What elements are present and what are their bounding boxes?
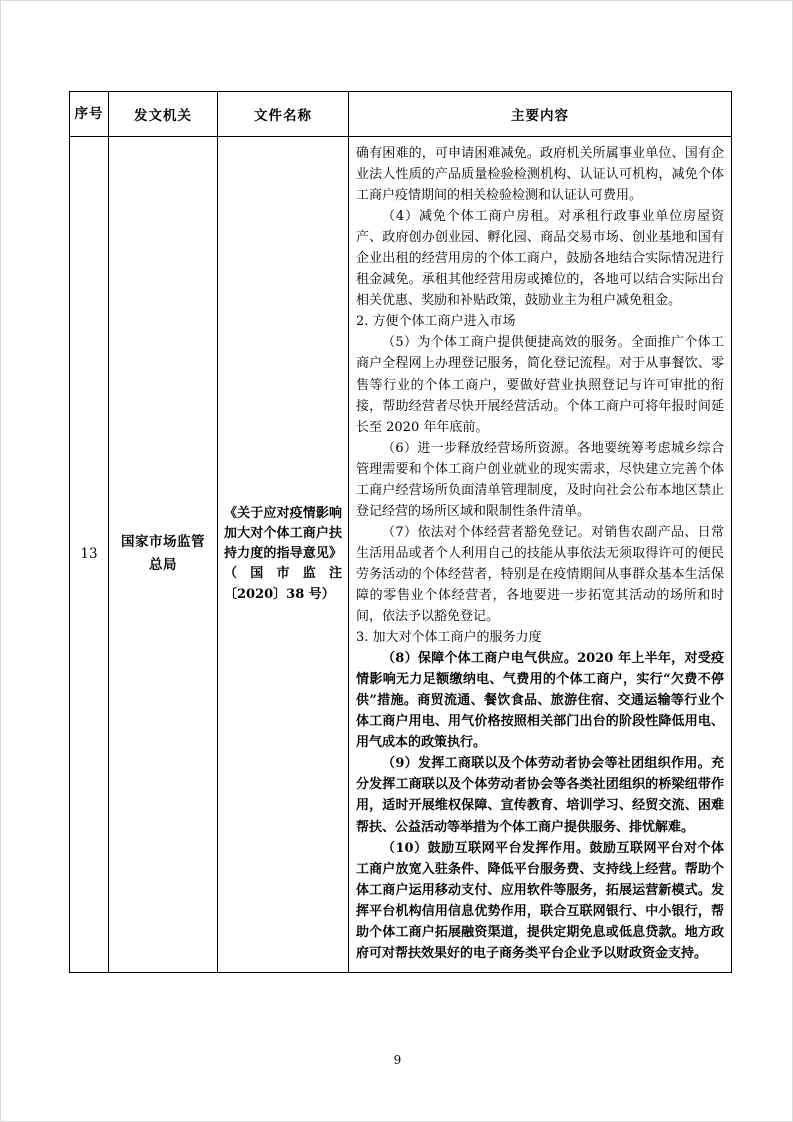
content-paragraph: 3. 加大对个体工商户的服务力度 bbox=[356, 630, 542, 646]
table-header-row bbox=[70, 92, 732, 137]
cell-organization: 国家市场监管总局 bbox=[109, 137, 218, 973]
column-header-sequence bbox=[70, 92, 109, 137]
table-header bbox=[70, 92, 732, 137]
content-paragraph-list bbox=[356, 143, 724, 964]
page-number: 9 bbox=[393, 1053, 402, 1067]
cell-main-content bbox=[349, 137, 732, 973]
cell-sequence: 13 bbox=[70, 137, 109, 973]
content-paragraph: （9）发挥工商联以及个体劳动者协会等社团组织作用。充分发挥工商联以及个体劳动者协会等各类社团组织的桥梁纽带作用，适时开展维权保障、宣传教育、培训学习、经贸交流、困难帮扶、公益活动等举措为个体工商户提供服务、排忧解难。 bbox=[356, 756, 724, 835]
policy-table bbox=[69, 91, 732, 973]
content-paragraph: （10）鼓励互联网平台发挥作用。鼓励互联网平台对个体工商户放宽入驻条件、降低平台服务费、支持线上经营。帮助个体工商户运用移动支付、应用软件等服务，拓展运营新模式。发挥平台机构信用信息优势作用，联合互联网银行、中小银行，帮助个体工商户拓展融资渠道，提供定期免息或低息贷款。地方政府可对帮扶效果好的电子商务类平台企业予以财政资金支持。 bbox=[356, 840, 724, 961]
column-header-sequence-label: 序号 bbox=[74, 105, 104, 122]
column-header-main-content: 主要内容 bbox=[349, 92, 732, 137]
content-paragraph: （8）保障个体工商户电气供应。2020 年上半年，对受疫情影响无力足额缴纳电、气费用的个体工商户，实行“欠费不停供”措施。商贸流通、餐饮食品、旅游住宿、交通运输等行业个体工商户用电、用气价格按照相关部门出台的阶段性降低用电、用气成本的政策执行。 bbox=[356, 651, 724, 751]
content-paragraph: （5）为个体工商户提供便捷高效的服务。全面推广个体工商户全程网上办理登记服务，简化登记流程。对于从事餐饮、零售等行业的个体工商户，要做好营业执照登记与许可审批的衔接，帮助经营者尽快开展经营活动。个体工商户可将年报时间延长至 2020 年年底前。 bbox=[356, 335, 724, 435]
content-paragraph: （6）进一步释放经营场所资源。各地要统筹考虑城乡综合管理需要和个体工商户创业就业的现实需求，尽快建立完善个体工商户经营场所负面清单管理制度，及时向社会公布本地区禁止登记经营的场所区域和限制性条件清单。 bbox=[356, 440, 724, 519]
column-header-document-name: 文件名称 bbox=[218, 92, 349, 137]
content-paragraph: 2. 方便个体工商户进入市场 bbox=[356, 314, 516, 330]
table-row bbox=[70, 137, 732, 973]
content-paragraph: 确有困难的，可申请困难减免。政府机关所属事业单位、国有企业法人性质的产品质量检验检测机构、认证认可机构，减免个体工商户疫情期间的相关检验检测和认证认可费用。 bbox=[356, 146, 724, 204]
cell-document-name: 《关于应对疫情影响加大对个体工商户扶持力度的指导意见》（国市监注〔2020〕38 号） bbox=[218, 137, 349, 973]
content-paragraph: （4）减免个体工商户房租。对承租行政事业单位房屋资产、政府创办创业园、孵化园、商品交易市场、创业基地和国有企业出租的经营用房的个体工商户，鼓励各地结合实际情况进行租金减免。承租其他经营用房或摊位的，各地可以结合实际出台相关优惠、奖励和补贴政策，鼓励业主为租户减免租金。 bbox=[356, 209, 724, 309]
column-header-organization: 发文机关 bbox=[109, 92, 218, 137]
table-body bbox=[70, 137, 732, 973]
content-paragraph: （7）依法对个体经营者豁免登记。对销售农副产品、日常生活用品或者个人利用自己的技能从事依法无须取得许可的便民劳务活动的个体经营者，特别是在疫情期间从事群众基本生活保障的零售业个体经营者，各地要进一步拓宽其活动的场所和时间，依法予以豁免登记。 bbox=[356, 524, 724, 625]
